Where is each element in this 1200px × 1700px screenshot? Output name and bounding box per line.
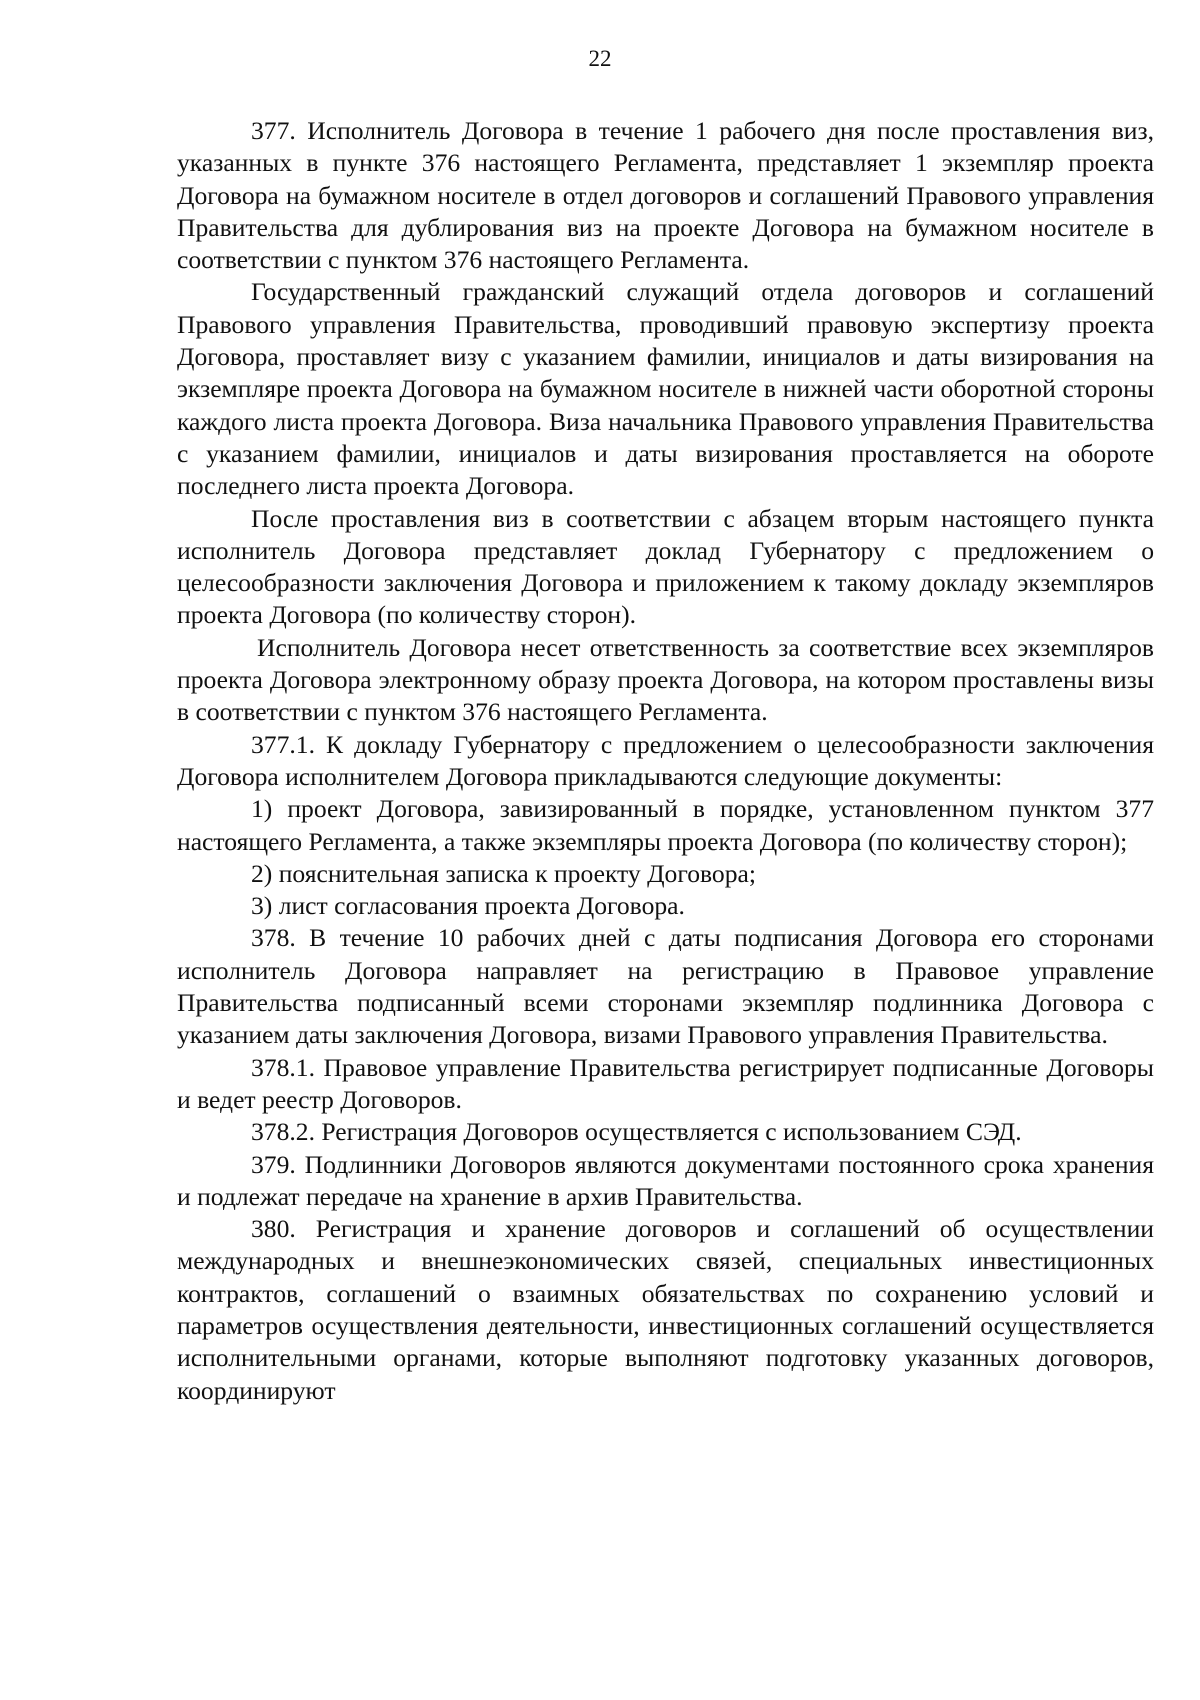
list-item-3: 3) лист согласования проекта Договора.	[251, 891, 685, 921]
document-body	[177, 115, 1154, 1407]
paragraph-377-responsibility: Исполнитель Договора несет ответственность за соответствие всех экземпляров проекта Договора электронному образу проекта Договора, на котором проставлены визы в соответствии с пунктом 376 настоящего Регламента.	[177, 632, 1154, 727]
list-item-1: 1) проект Договора, завизированный в порядке, установленном пунктом 377 настоящего Регламента, а также экземпляры проекта Договора (по количеству сторон);	[177, 794, 1154, 856]
paragraph-377-visa: Государственный гражданский служащий отдела договоров и соглашений Правового управления Правительства, проводивший правовую экспертизу проекта Договора, проставляет визу с указанием фамилии, инициалов и даты визирования на экземпляре проекта Договора на бумажном носителе в нижней части оборотной стороны каждого листа проекта Договора. Виза начальника Правового управления Правительства с указанием фамилии, инициалов и даты визирования проставляется на обороте последнего листа проекта Договора.	[177, 277, 1154, 501]
paragraph-379: 379. Подлинники Договоров являются документами постоянного срока хранения и подлежат передаче на хранение в архив Правительства.	[177, 1149, 1154, 1211]
paragraph-378: 378. В течение 10 рабочих дней с даты подписания Договора его сторонами исполнитель Договора направляет на регистрацию в Правовое управление Правительства подписанный всеми сторонами экземпляр подлинника Договора с указанием даты заключения Договора, визами Правового управления Правительства.	[177, 923, 1154, 1050]
paragraph-377-1: 377.1. К докладу Губернатору с предложением о целесообразности заключения Договора исполнителем Договора прикладываются следующие документы:	[177, 729, 1154, 791]
paragraph-377-report: После проставления виз в соответствии с абзацем вторым настоящего пункта исполнитель Договора представляет доклад Губернатору с предложением о целесообразности заключения Договора и приложением к такому докладу экземпляров проекта Договора (по количеству сторон).	[177, 503, 1154, 630]
page-number: 22	[588, 46, 612, 71]
paragraph-380: 380. Регистрация и хранение договоров и соглашений об осуществлении международных и внешнеэкономических связей, специальных инвестиционных контрактов, соглашений о взаимных обязательствах по сохранению условий и параметров осуществления деятельности, инвестиционных соглашений осуществляется исполнительными органами, которые выполняют подготовку указанных договоров, координируют	[177, 1214, 1154, 1405]
paragraph-378-1: 378.1. Правовое управление Правительства регистрирует подписанные Договоры и ведет реестр Договоров.	[177, 1052, 1154, 1114]
list-item-2: 2) пояснительная записка к проекту Договора;	[251, 858, 756, 888]
paragraph-377: 377. Исполнитель Договора в течение 1 рабочего дня после проставления виз, указанных в пункте 376 настоящего Регламента, представляет 1 экземпляр проекта Договора на бумажном носителе в отдел договоров и соглашений Правового управления Правительства для дублирования виз на проекте Договора на бумажном носителе в соответствии с пунктом 376 настоящего Регламента.	[177, 116, 1154, 275]
paragraph-378-2: 378.2. Регистрация Договоров осуществляется с использованием СЭД.	[251, 1117, 1022, 1147]
